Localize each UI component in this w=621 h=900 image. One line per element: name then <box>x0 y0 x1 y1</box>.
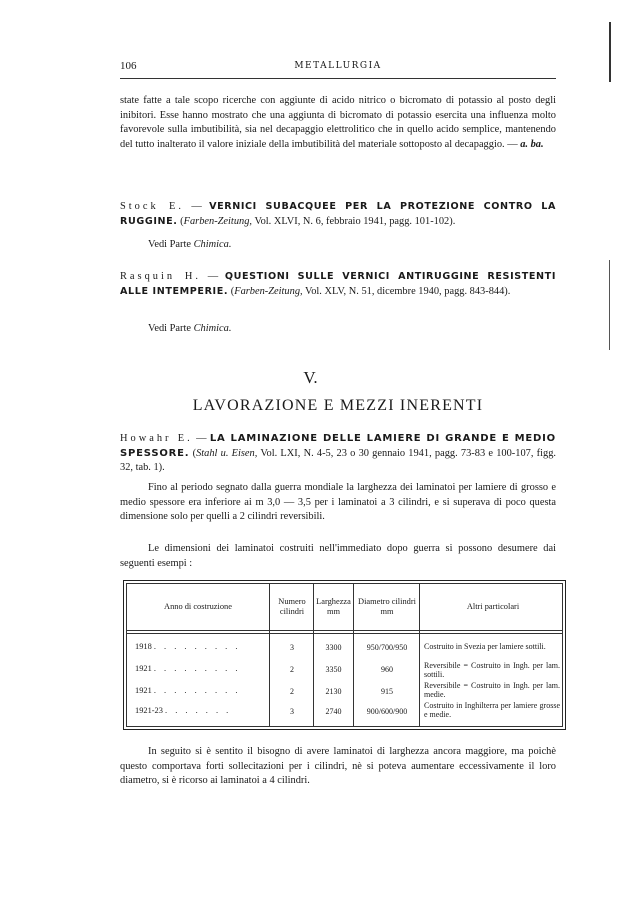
paragraph: In seguito si è sentito il bisogno di avere laminatoi di larghezza ancora maggiore, ma poichè questo comportava forti sollecitazioni per i cilindri, nè si poteva aumentare eccessivamente il loro diametro, si è ricorso ai laminatoi a 4 cilindri. <box>120 746 556 787</box>
table-row <box>135 706 231 716</box>
cell-diameter: 960 <box>381 665 393 674</box>
entry-details: Vol. XLV, N. 51, dicembre 1940, pagg. 843-844). <box>305 285 511 297</box>
entry-title: LA LAMINAZIONE DELLE LAMIERE DI GRANDE E MEDIO SPESSORE. <box>120 433 556 459</box>
table-row <box>135 686 240 696</box>
cell-year: 1918 <box>135 642 152 651</box>
scan-edge-line <box>609 260 610 350</box>
entry-author: Howahr E. <box>120 433 193 444</box>
cell-notes: Costruito in Inghilterra per lamiere grosse e medie. <box>424 701 560 720</box>
entry-source: Farben-Zeitung, <box>234 285 303 297</box>
table-header-cell: Anno di costruzione <box>164 602 232 611</box>
entry-details: Vol. XLVI, N. 6, febbraio 1941, pagg. 101-102). <box>254 215 456 227</box>
table-header-cell: Numero cilindri <box>278 597 306 616</box>
scan-edge-line <box>609 22 611 82</box>
cell-cylinders: 2 <box>290 665 294 674</box>
see-also-part: Chimica. <box>193 323 232 334</box>
cell-cylinders: 3 <box>290 707 294 716</box>
table-header-rule <box>126 633 563 634</box>
see-also <box>148 239 231 250</box>
entry-details: Vol. LXI, N. 4-5, 23 o 30 gennaio 1941, pagg. 73-83 e 100-107, figg. 32, tab. 1). <box>120 447 556 474</box>
entry-title: VERNICI SUBACQUEE PER LA PROTEZIONE CONTRO LA RUGGINE. <box>120 201 556 227</box>
cell-year: 1921 <box>135 664 152 673</box>
cell-notes: Reversibile = Costruito in Ingh. per lam. medie. <box>424 681 560 700</box>
cell-diameter: 915 <box>381 687 393 696</box>
table-column-rule <box>353 583 354 727</box>
cell-width: 3350 <box>325 665 342 674</box>
entry-author: Stock E. <box>120 201 184 212</box>
section-title: LAVORAZIONE E MEZZI INERENTI <box>192 397 484 414</box>
table-header-cell: Larghezza mm <box>316 597 351 616</box>
leader-dots: . . . . . . . <box>165 706 232 715</box>
leader-dots: . . . . . . . . . <box>153 642 241 651</box>
running-title: METALLURGIA <box>294 61 382 71</box>
see-also-part: Chimica. <box>193 239 232 250</box>
table-column-rule <box>313 583 314 727</box>
cell-notes: Costruito in Svezia per lamiere sottili. <box>424 642 546 651</box>
bibliography-entry: Stock E. — VERNICI SUBACQUEE PER LA PROTEZIONE CONTRO LA RUGGINE. (Farben-Zeitung, Vol. XLVI, N. 6, febbraio 1941, pagg. 101-102). <box>120 201 556 227</box>
cell-width: 2740 <box>325 707 342 716</box>
cell-width: 3300 <box>325 643 342 652</box>
entry-author: Rasquin H. <box>120 271 201 282</box>
paragraph-text: state fatte a tale scopo ricerche con aggiunte di acido nitrico o bicromato di potassio al posto degli inibitori. Esse hanno mostrato che una aggiunta di bicromato di potassio esercita una influenza molto favorevole sulla imbutibilità, sia nel decapaggio elettrolitico che in quello acido semplice, mantenendo del tutto inalterato il valore iniziale della imbutibilità del materiale sottoposto al decapaggio. — <box>120 95 556 150</box>
data-table <box>123 580 566 730</box>
cell-cylinders: 2 <box>290 687 294 696</box>
cell-diameter: 900/600/900 <box>366 707 408 716</box>
see-also-prefix: Vedi Parte <box>148 239 191 250</box>
bibliography-entry: Rasquin H. — QUESTIONI SULLE VERNICI ANTIRUGGINE RESISTENTI ALLE INTEMPERIE. (Farben-Zeitung, Vol. XLV, N. 51, dicembre 1940, pagg. 843-844). <box>120 271 556 297</box>
signature: a. ba. <box>520 138 544 150</box>
table-header-cell: Altri particolari <box>466 602 520 611</box>
leader-dots: . . . . . . . . . <box>153 664 241 673</box>
bibliography-entry: Howahr E. — LA LAMINAZIONE DELLE LAMIERE DI GRANDE E MEDIO SPESSORE. (Stahl u. Eisen, Vol. LXI, N. 4-5, 23 o 30 gennaio 1941, pagg. 73-83 e 100-107, figg. 32, tab. 1). <box>120 433 556 474</box>
header-rule <box>120 78 556 79</box>
entry-source: Farben-Zeitung, <box>183 215 253 227</box>
cell-notes: Reversibile = Costruito in Ingh. per lam. sottili. <box>424 661 560 680</box>
cell-width: 2130 <box>325 687 342 696</box>
table-header-rule <box>126 630 563 631</box>
page-number: 106 <box>120 60 137 72</box>
table-header-cell: Diametro cilindri mm <box>358 597 416 616</box>
table-row <box>135 664 240 674</box>
cell-diameter: 950/700/950 <box>366 643 408 652</box>
section-number: V. <box>303 368 318 387</box>
page-header <box>120 60 556 76</box>
entry-title: QUESTIONI SULLE VERNICI ANTIRUGGINE RESISTENTI ALLE INTEMPERIE. <box>120 271 556 297</box>
entry-source: Stahl u. Eisen, <box>196 447 258 459</box>
paragraph: Le dimensioni dei laminatoi costruiti nell'immediato dopo guerra si possono desumere dai seguenti esempi : <box>120 543 556 569</box>
table-column-rule <box>419 583 420 727</box>
see-also <box>148 323 231 334</box>
see-also-prefix: Vedi Parte <box>148 323 191 334</box>
cell-cylinders: 3 <box>290 643 294 652</box>
table-column-rule <box>269 583 270 727</box>
paragraph: Fino al periodo segnato dalla guerra mondiale la larghezza dei laminatoi per lamiere di grosso e medio spessore era inferiore ai m 3,0 — 3,5 per i laminatoi a 3 cilindri, e si superava di poco questa dimensione solo per quelli a 2 cilindri reversibili. <box>120 482 556 523</box>
leader-dots: . . . . . . . . . <box>153 686 241 695</box>
cell-year: 1921 <box>135 686 152 695</box>
table-row <box>135 642 240 652</box>
paragraph <box>120 94 556 152</box>
cell-year: 1921-23 <box>135 706 163 715</box>
